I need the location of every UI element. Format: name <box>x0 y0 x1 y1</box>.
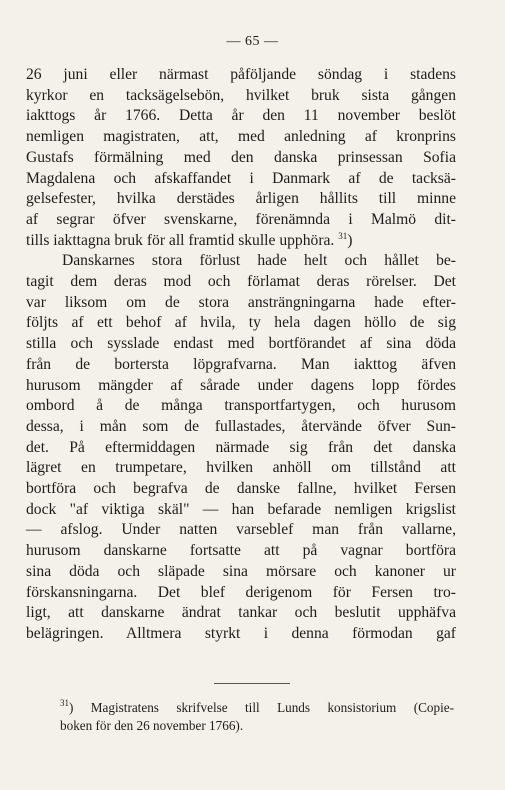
text-line: Magdalena och afskaffandet i Danmark af de tacksä- <box>26 169 456 187</box>
footnote <box>60 699 454 735</box>
footnote-reference: 31 <box>338 230 348 241</box>
body-text <box>26 65 456 645</box>
text-line: det. På eftermiddagen närmade sig från det danska <box>26 438 456 456</box>
text-line: iakttogs år 1766. Detta år den 11 november beslöt <box>26 107 456 125</box>
text-line: dessa, i mån som de fullastades, återvände öfver Sun- <box>26 417 456 435</box>
page-number: — 65 — <box>226 34 279 49</box>
footnote-line <box>60 699 454 717</box>
text-line: ombord å de många transportfartygen, och hurusom <box>26 397 456 415</box>
text-line: bortföra och begrafva de danske fallne, hvilket Fersen <box>26 480 456 498</box>
text-line-content: tills iakttagna bruk för all framtid skulle upphöra. <box>26 231 335 249</box>
text-line: ligt, att danskarne ändrat tankar och beslutit upphäfva <box>26 604 456 622</box>
text-line: lägret en trumpetare, hvilken anhöll om tillstånd att <box>26 459 456 477</box>
text-line: följts af ett behof af hvila, ty hela dagen höllo de sig <box>26 314 456 332</box>
text-line: förskansningarna. Det blef derigenom för Fersen tro- <box>26 583 456 601</box>
text-line: dock "af viktiga skäl" — han befarade nemligen krigslist <box>26 500 456 518</box>
footnote-line: boken för den 26 november 1766). <box>60 718 244 733</box>
text-line: nemligen magistraten, att, med anledning af kronprins <box>26 128 456 146</box>
text-line: hurusom danskarne fortsatte att på vagnar bortföra <box>26 542 456 560</box>
text-line: belägringen. Alltmera styrkt i denna förmodan gaf <box>26 624 456 642</box>
text-line: Gustafs förmälning med den danska prinsessan Sofia <box>26 148 456 166</box>
footnote-marker-paren: ) <box>69 700 74 715</box>
text-line <box>26 231 456 252</box>
text-line: stilla och sysslade endast med bortförandet af sina döda <box>26 335 456 353</box>
footnote-marker: 31 <box>60 698 69 708</box>
text-line: kyrkor en tacksägelsebön, hvilket bruk sista gången <box>26 86 456 104</box>
text-line: gelsefester, hvilka derstädes årligen hållits till minne <box>26 190 456 208</box>
text-line: af segrar öfver svenskarne, förenämnda i Malmö dit- <box>26 210 456 228</box>
text-line: tagit dem deras mod och förlamat deras rörelser. Det <box>26 273 456 291</box>
text-line: var liksom om de stora ansträngningarna hade efter- <box>26 293 456 311</box>
text-line: sina döda och släpade sina mörsare och kanoner ur <box>26 562 456 580</box>
text-line: från de bortersta löpgrafvarna. Man iakttog äfven <box>26 355 456 373</box>
text-line: hurusom mängder af sårade under dagens lopp fördes <box>26 376 456 394</box>
footnote-reference-paren: ) <box>347 231 353 249</box>
text-line: Danskarnes stora förlust hade helt och hållet be- <box>62 252 456 270</box>
footnote-divider <box>214 683 290 684</box>
text-line: — afslog. Under natten varseblef man från vallarne, <box>26 521 456 539</box>
text-line: 26 juni eller närmast påföljande söndag i stadens <box>26 66 456 83</box>
footnote-text: Magistratens skrifvelse till Lunds konsistorium (Copie- <box>73 700 454 715</box>
